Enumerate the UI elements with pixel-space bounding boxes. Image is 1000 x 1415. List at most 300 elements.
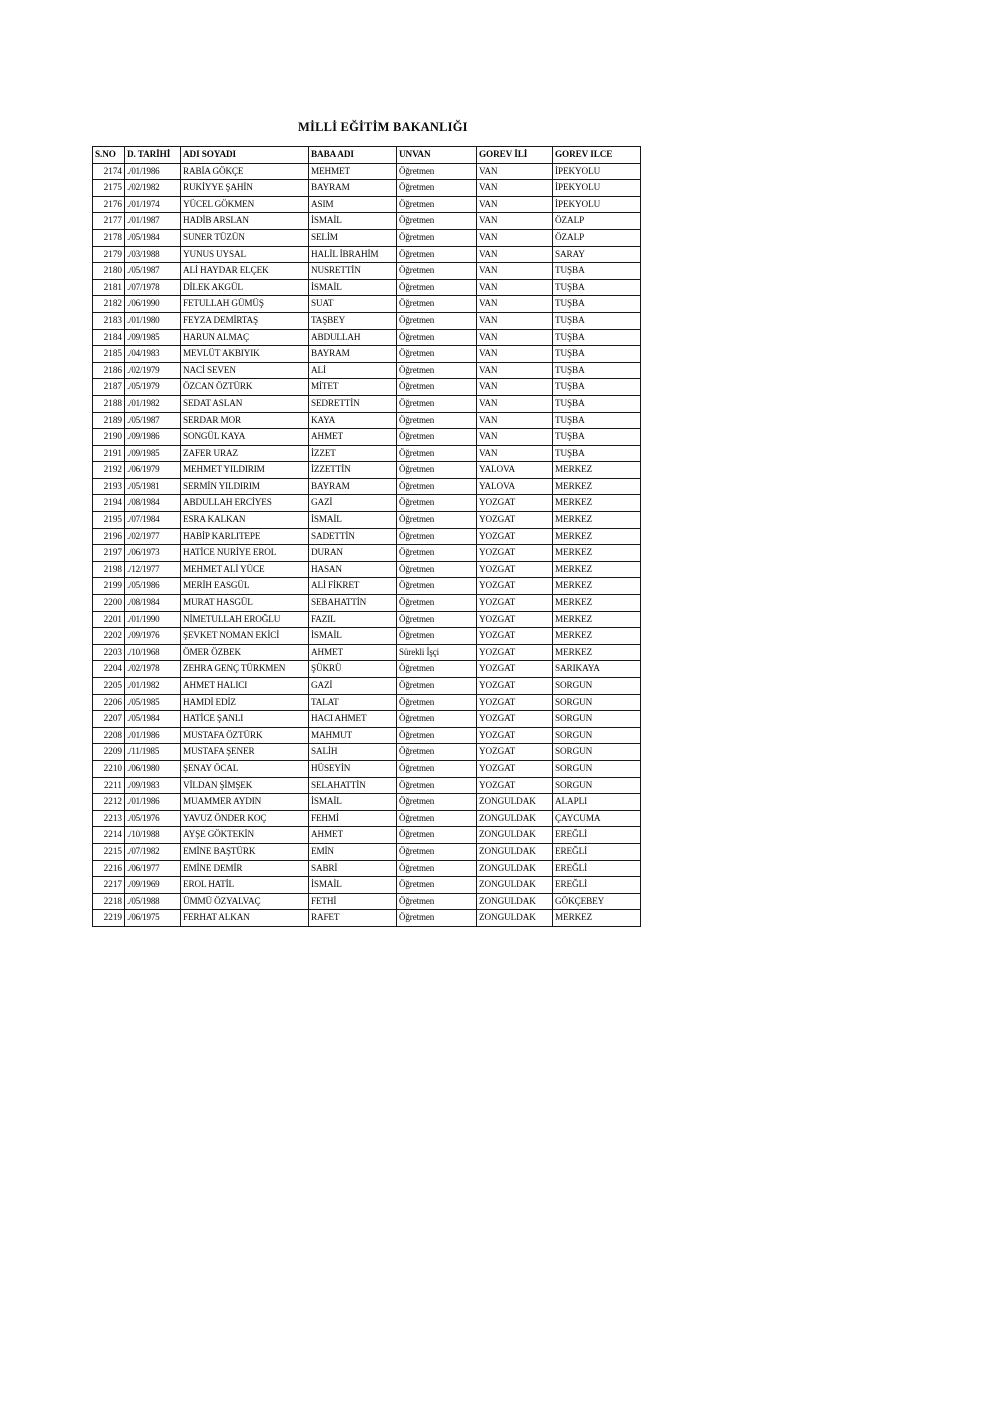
cell-sno: 2202 bbox=[93, 628, 125, 645]
cell-district: ÖZALP bbox=[553, 213, 641, 230]
cell-province: VAN bbox=[477, 362, 553, 379]
table-row bbox=[93, 246, 641, 263]
cell-district: MERKEZ bbox=[553, 495, 641, 512]
cell-title: Öğretmen bbox=[397, 893, 477, 910]
cell-sno: 2193 bbox=[93, 478, 125, 495]
cell-sno: 2207 bbox=[93, 711, 125, 728]
cell-fullname: MUAMMER AYDIN bbox=[181, 794, 309, 811]
cell-fullname: HARUN ALMAÇ bbox=[181, 329, 309, 346]
cell-birthdate: ./06/1973 bbox=[125, 545, 181, 562]
cell-fullname: HAMDİ EDİZ bbox=[181, 694, 309, 711]
cell-title: Öğretmen bbox=[397, 429, 477, 446]
cell-district: EREĞLİ bbox=[553, 877, 641, 894]
cell-province: YOZGAT bbox=[477, 694, 553, 711]
cell-title: Öğretmen bbox=[397, 843, 477, 860]
cell-district: MERKEZ bbox=[553, 528, 641, 545]
cell-sno: 2197 bbox=[93, 545, 125, 562]
cell-district: MERKEZ bbox=[553, 561, 641, 578]
cell-fullname: ÖZCAN ÖZTÜRK bbox=[181, 379, 309, 396]
table-row bbox=[93, 877, 641, 894]
cell-fathername: TALAT bbox=[309, 694, 397, 711]
cell-province: VAN bbox=[477, 246, 553, 263]
cell-fathername: İZZET bbox=[309, 445, 397, 462]
cell-birthdate: ./01/1986 bbox=[125, 727, 181, 744]
table-row bbox=[93, 744, 641, 761]
cell-district: TUŞBA bbox=[553, 279, 641, 296]
cell-fathername: HACI AHMET bbox=[309, 711, 397, 728]
cell-district: MERKEZ bbox=[553, 578, 641, 595]
cell-sno: 2194 bbox=[93, 495, 125, 512]
cell-fathername: SUAT bbox=[309, 296, 397, 313]
cell-title: Öğretmen bbox=[397, 362, 477, 379]
cell-district: TUŞBA bbox=[553, 346, 641, 363]
cell-fathername: ŞÜKRÜ bbox=[309, 661, 397, 678]
cell-fullname: ALİ HAYDAR ELÇEK bbox=[181, 263, 309, 280]
cell-district: İPEKYOLU bbox=[553, 180, 641, 197]
cell-title: Öğretmen bbox=[397, 263, 477, 280]
cell-title: Öğretmen bbox=[397, 827, 477, 844]
cell-birthdate: ./06/1979 bbox=[125, 462, 181, 479]
cell-birthdate: ./10/1988 bbox=[125, 827, 181, 844]
cell-birthdate: ./07/1982 bbox=[125, 843, 181, 860]
table-row bbox=[93, 412, 641, 429]
cell-fathername: GAZİ bbox=[309, 495, 397, 512]
cell-sno: 2203 bbox=[93, 644, 125, 661]
cell-birthdate: ./05/1985 bbox=[125, 694, 181, 711]
cell-province: YOZGAT bbox=[477, 595, 553, 612]
table-row bbox=[93, 229, 641, 246]
cell-fullname: YUNUS UYSAL bbox=[181, 246, 309, 263]
cell-fathername: SADETTİN bbox=[309, 528, 397, 545]
table-row bbox=[93, 628, 641, 645]
cell-sno: 2213 bbox=[93, 810, 125, 827]
cell-province: YOZGAT bbox=[477, 611, 553, 628]
table-row bbox=[93, 329, 641, 346]
cell-province: ZONGULDAK bbox=[477, 877, 553, 894]
cell-birthdate: ./05/1986 bbox=[125, 578, 181, 595]
cell-birthdate: ./06/1990 bbox=[125, 296, 181, 313]
cell-sno: 2219 bbox=[93, 910, 125, 927]
cell-fathername: DURAN bbox=[309, 545, 397, 562]
cell-fathername: İSMAİL bbox=[309, 512, 397, 529]
cell-fathername: KAYA bbox=[309, 412, 397, 429]
table-row bbox=[93, 429, 641, 446]
cell-fullname: FERHAT ALKAN bbox=[181, 910, 309, 927]
table-row bbox=[93, 843, 641, 860]
cell-district: MERKEZ bbox=[553, 611, 641, 628]
cell-fathername: MAHMUT bbox=[309, 727, 397, 744]
cell-sno: 2180 bbox=[93, 263, 125, 280]
cell-birthdate: ./01/1986 bbox=[125, 794, 181, 811]
table-row bbox=[93, 312, 641, 329]
personnel-table bbox=[92, 146, 641, 927]
cell-fathername: AHMET bbox=[309, 827, 397, 844]
cell-fullname: EROL HATİL bbox=[181, 877, 309, 894]
cell-district: MERKEZ bbox=[553, 644, 641, 661]
table-row bbox=[93, 213, 641, 230]
cell-fullname: DİLEK AKGÜL bbox=[181, 279, 309, 296]
cell-sno: 2218 bbox=[93, 893, 125, 910]
cell-fullname: ABDULLAH ERCİYES bbox=[181, 495, 309, 512]
cell-fullname: EMİNE DEMİR bbox=[181, 860, 309, 877]
cell-title: Öğretmen bbox=[397, 445, 477, 462]
cell-fullname: HATİCE NURİYE EROL bbox=[181, 545, 309, 562]
cell-birthdate: ./02/1982 bbox=[125, 180, 181, 197]
cell-district: MERKEZ bbox=[553, 628, 641, 645]
table-row bbox=[93, 694, 641, 711]
cell-district: TUŞBA bbox=[553, 412, 641, 429]
cell-fathername: FETHİ bbox=[309, 893, 397, 910]
cell-birthdate: ./09/1985 bbox=[125, 445, 181, 462]
cell-fullname: AYŞE GÖKTEKİN bbox=[181, 827, 309, 844]
cell-province: VAN bbox=[477, 279, 553, 296]
cell-district: SORGUN bbox=[553, 777, 641, 794]
cell-birthdate: ./01/1980 bbox=[125, 312, 181, 329]
cell-sno: 2215 bbox=[93, 843, 125, 860]
cell-title: Öğretmen bbox=[397, 561, 477, 578]
cell-province: YOZGAT bbox=[477, 578, 553, 595]
cell-fullname: ESRA KALKAN bbox=[181, 512, 309, 529]
cell-province: VAN bbox=[477, 312, 553, 329]
cell-sno: 2185 bbox=[93, 346, 125, 363]
cell-title: Öğretmen bbox=[397, 810, 477, 827]
cell-birthdate: ./05/1987 bbox=[125, 412, 181, 429]
cell-province: YOZGAT bbox=[477, 545, 553, 562]
cell-title: Öğretmen bbox=[397, 694, 477, 711]
cell-title: Öğretmen bbox=[397, 478, 477, 495]
table-row bbox=[93, 860, 641, 877]
cell-sno: 2174 bbox=[93, 163, 125, 180]
cell-fathername: HALİL İBRAHİM bbox=[309, 246, 397, 263]
cell-province: YALOVA bbox=[477, 478, 553, 495]
cell-title: Öğretmen bbox=[397, 595, 477, 612]
cell-sno: 2199 bbox=[93, 578, 125, 595]
cell-province: ZONGULDAK bbox=[477, 860, 553, 877]
cell-fathername: İSMAİL bbox=[309, 628, 397, 645]
cell-district: MERKEZ bbox=[553, 512, 641, 529]
cell-fathername: SELAHATTİN bbox=[309, 777, 397, 794]
cell-fullname: VİLDAN ŞİMŞEK bbox=[181, 777, 309, 794]
table-row bbox=[93, 379, 641, 396]
cell-sno: 2189 bbox=[93, 412, 125, 429]
cell-sno: 2210 bbox=[93, 760, 125, 777]
cell-birthdate: ./06/1977 bbox=[125, 860, 181, 877]
cell-birthdate: ./02/1977 bbox=[125, 528, 181, 545]
cell-title: Öğretmen bbox=[397, 877, 477, 894]
cell-title: Öğretmen bbox=[397, 495, 477, 512]
cell-sno: 2200 bbox=[93, 595, 125, 612]
table-row bbox=[93, 644, 641, 661]
cell-birthdate: ./06/1980 bbox=[125, 760, 181, 777]
cell-province: VAN bbox=[477, 395, 553, 412]
cell-district: SARIKAYA bbox=[553, 661, 641, 678]
cell-title: Öğretmen bbox=[397, 213, 477, 230]
cell-province: VAN bbox=[477, 412, 553, 429]
cell-title: Öğretmen bbox=[397, 329, 477, 346]
cell-fullname: MEVLÜT AKBIYIK bbox=[181, 346, 309, 363]
cell-province: ZONGULDAK bbox=[477, 810, 553, 827]
cell-birthdate: ./05/1984 bbox=[125, 711, 181, 728]
cell-title: Öğretmen bbox=[397, 910, 477, 927]
cell-sno: 2212 bbox=[93, 794, 125, 811]
cell-sno: 2191 bbox=[93, 445, 125, 462]
table-row bbox=[93, 445, 641, 462]
cell-province: VAN bbox=[477, 379, 553, 396]
table-row bbox=[93, 794, 641, 811]
cell-fathername: GAZİ bbox=[309, 678, 397, 695]
cell-birthdate: ./12/1977 bbox=[125, 561, 181, 578]
cell-fathername: ALİ FİKRET bbox=[309, 578, 397, 595]
cell-birthdate: ./01/1986 bbox=[125, 163, 181, 180]
cell-fullname: YAVUZ ÖNDER KOÇ bbox=[181, 810, 309, 827]
table-row bbox=[93, 163, 641, 180]
cell-province: YALOVA bbox=[477, 462, 553, 479]
cell-title: Öğretmen bbox=[397, 578, 477, 595]
cell-sno: 2179 bbox=[93, 246, 125, 263]
column-header-title: UNVAN bbox=[397, 147, 477, 164]
cell-fathername: ALİ bbox=[309, 362, 397, 379]
cell-birthdate: ./01/1990 bbox=[125, 611, 181, 628]
cell-district: İPEKYOLU bbox=[553, 163, 641, 180]
cell-birthdate: ./09/1969 bbox=[125, 877, 181, 894]
cell-fathername: EMİN bbox=[309, 843, 397, 860]
cell-title: Öğretmen bbox=[397, 744, 477, 761]
table-row bbox=[93, 910, 641, 927]
cell-fullname: SERMİN YILDIRIM bbox=[181, 478, 309, 495]
cell-sno: 2211 bbox=[93, 777, 125, 794]
table-row bbox=[93, 346, 641, 363]
cell-sno: 2204 bbox=[93, 661, 125, 678]
cell-birthdate: ./01/1982 bbox=[125, 678, 181, 695]
cell-title: Öğretmen bbox=[397, 727, 477, 744]
cell-title: Öğretmen bbox=[397, 312, 477, 329]
cell-district: SORGUN bbox=[553, 760, 641, 777]
table-row bbox=[93, 512, 641, 529]
cell-province: VAN bbox=[477, 229, 553, 246]
cell-province: VAN bbox=[477, 163, 553, 180]
cell-title: Öğretmen bbox=[397, 528, 477, 545]
cell-fathername: İSMAİL bbox=[309, 794, 397, 811]
cell-sno: 2188 bbox=[93, 395, 125, 412]
cell-title: Öğretmen bbox=[397, 545, 477, 562]
column-header-province: GOREV İLİ bbox=[477, 147, 553, 164]
cell-title: Sürekli İşçi bbox=[397, 644, 477, 661]
table-row bbox=[93, 578, 641, 595]
cell-fullname: AHMET HALICI bbox=[181, 678, 309, 695]
cell-fathername: TAŞBEY bbox=[309, 312, 397, 329]
cell-fullname: SONGÜL KAYA bbox=[181, 429, 309, 446]
cell-district: SORGUN bbox=[553, 711, 641, 728]
cell-sno: 2195 bbox=[93, 512, 125, 529]
cell-district: MERKEZ bbox=[553, 595, 641, 612]
cell-fullname: NACİ SEVEN bbox=[181, 362, 309, 379]
cell-district: ÇAYCUMA bbox=[553, 810, 641, 827]
cell-district: TUŞBA bbox=[553, 445, 641, 462]
cell-birthdate: ./10/1968 bbox=[125, 644, 181, 661]
cell-title: Öğretmen bbox=[397, 395, 477, 412]
cell-province: VAN bbox=[477, 213, 553, 230]
cell-fullname: MEHMET ALİ YÜCE bbox=[181, 561, 309, 578]
table-row bbox=[93, 545, 641, 562]
cell-fathername: NUSRETTİN bbox=[309, 263, 397, 280]
table-row bbox=[93, 462, 641, 479]
table-row bbox=[93, 678, 641, 695]
cell-birthdate: ./01/1974 bbox=[125, 196, 181, 213]
cell-title: Öğretmen bbox=[397, 412, 477, 429]
cell-sno: 2208 bbox=[93, 727, 125, 744]
cell-birthdate: ./05/1979 bbox=[125, 379, 181, 396]
cell-fullname: RABİA GÖKÇE bbox=[181, 163, 309, 180]
cell-birthdate: ./01/1987 bbox=[125, 213, 181, 230]
cell-province: YOZGAT bbox=[477, 561, 553, 578]
cell-fullname: MURAT HASGÜL bbox=[181, 595, 309, 612]
cell-title: Öğretmen bbox=[397, 794, 477, 811]
cell-province: ZONGULDAK bbox=[477, 794, 553, 811]
cell-province: VAN bbox=[477, 346, 553, 363]
cell-fathername: İSMAİL bbox=[309, 877, 397, 894]
cell-sno: 2178 bbox=[93, 229, 125, 246]
cell-fathername: İZZETTİN bbox=[309, 462, 397, 479]
cell-birthdate: ./09/1985 bbox=[125, 329, 181, 346]
cell-fullname: FETULLAH GÜMÜŞ bbox=[181, 296, 309, 313]
table-body bbox=[93, 163, 641, 926]
cell-fathername: İSMAİL bbox=[309, 213, 397, 230]
cell-province: VAN bbox=[477, 196, 553, 213]
cell-province: YOZGAT bbox=[477, 678, 553, 695]
cell-fathername: MİTET bbox=[309, 379, 397, 396]
cell-birthdate: ./07/1978 bbox=[125, 279, 181, 296]
cell-district: TUŞBA bbox=[553, 312, 641, 329]
cell-province: ZONGULDAK bbox=[477, 893, 553, 910]
cell-birthdate: ./08/1984 bbox=[125, 495, 181, 512]
cell-birthdate: ./05/1976 bbox=[125, 810, 181, 827]
table-row bbox=[93, 528, 641, 545]
cell-fathername: SEDRETTİN bbox=[309, 395, 397, 412]
cell-birthdate: ./09/1983 bbox=[125, 777, 181, 794]
cell-sno: 2181 bbox=[93, 279, 125, 296]
cell-title: Öğretmen bbox=[397, 611, 477, 628]
cell-fathername: BAYRAM bbox=[309, 180, 397, 197]
cell-fullname: ÖMER ÖZBEK bbox=[181, 644, 309, 661]
cell-district: MERKEZ bbox=[553, 910, 641, 927]
table-row bbox=[93, 196, 641, 213]
cell-title: Öğretmen bbox=[397, 860, 477, 877]
cell-district: TUŞBA bbox=[553, 263, 641, 280]
cell-sno: 2205 bbox=[93, 678, 125, 695]
cell-birthdate: ./06/1975 bbox=[125, 910, 181, 927]
cell-province: YOZGAT bbox=[477, 495, 553, 512]
cell-district: EREĞLİ bbox=[553, 827, 641, 844]
cell-sno: 2196 bbox=[93, 528, 125, 545]
cell-birthdate: ./07/1984 bbox=[125, 512, 181, 529]
cell-title: Öğretmen bbox=[397, 196, 477, 213]
cell-birthdate: ./01/1982 bbox=[125, 395, 181, 412]
cell-fullname: EMİNE BAŞTÜRK bbox=[181, 843, 309, 860]
cell-birthdate: ./05/1981 bbox=[125, 478, 181, 495]
cell-province: VAN bbox=[477, 429, 553, 446]
cell-fathername: AHMET bbox=[309, 644, 397, 661]
cell-fathername: RAFET bbox=[309, 910, 397, 927]
cell-fathername: BAYRAM bbox=[309, 346, 397, 363]
table-row bbox=[93, 478, 641, 495]
cell-birthdate: ./09/1986 bbox=[125, 429, 181, 446]
cell-fullname: MUSTAFA ÖZTÜRK bbox=[181, 727, 309, 744]
cell-fullname: HATİCE ŞANLI bbox=[181, 711, 309, 728]
table-row bbox=[93, 760, 641, 777]
cell-fathername: AHMET bbox=[309, 429, 397, 446]
cell-fathername: SALİH bbox=[309, 744, 397, 761]
cell-fullname: HABİP KARLITEPE bbox=[181, 528, 309, 545]
cell-district: İPEKYOLU bbox=[553, 196, 641, 213]
cell-province: VAN bbox=[477, 263, 553, 280]
cell-sno: 2216 bbox=[93, 860, 125, 877]
cell-title: Öğretmen bbox=[397, 678, 477, 695]
cell-fullname: ZAFER URAZ bbox=[181, 445, 309, 462]
cell-district: MERKEZ bbox=[553, 545, 641, 562]
cell-province: YOZGAT bbox=[477, 628, 553, 645]
cell-birthdate: ./04/1983 bbox=[125, 346, 181, 363]
cell-fullname: SEDAT ASLAN bbox=[181, 395, 309, 412]
cell-fathername: HASAN bbox=[309, 561, 397, 578]
table-row bbox=[93, 611, 641, 628]
cell-fullname: SUNER TÜZÜN bbox=[181, 229, 309, 246]
table-row bbox=[93, 661, 641, 678]
cell-sno: 2175 bbox=[93, 180, 125, 197]
cell-district: ÖZALP bbox=[553, 229, 641, 246]
cell-sno: 2201 bbox=[93, 611, 125, 628]
cell-title: Öğretmen bbox=[397, 163, 477, 180]
cell-fathername: FAZIL bbox=[309, 611, 397, 628]
cell-fathername: FEHMİ bbox=[309, 810, 397, 827]
cell-title: Öğretmen bbox=[397, 279, 477, 296]
cell-title: Öğretmen bbox=[397, 661, 477, 678]
cell-fathername: ABDULLAH bbox=[309, 329, 397, 346]
cell-province: YOZGAT bbox=[477, 512, 553, 529]
cell-birthdate: ./11/1985 bbox=[125, 744, 181, 761]
column-header-fullname: ADI SOYADI bbox=[181, 147, 309, 164]
cell-province: VAN bbox=[477, 296, 553, 313]
column-header-district: GOREV ILCE bbox=[553, 147, 641, 164]
cell-district: TUŞBA bbox=[553, 379, 641, 396]
cell-province: YOZGAT bbox=[477, 644, 553, 661]
cell-fathername: ASIM bbox=[309, 196, 397, 213]
table-header-row bbox=[93, 147, 641, 164]
cell-district: TUŞBA bbox=[553, 362, 641, 379]
cell-sno: 2192 bbox=[93, 462, 125, 479]
cell-fullname: ŞENAY ÖCAL bbox=[181, 760, 309, 777]
column-header-sno: S.NO bbox=[93, 147, 125, 164]
cell-sno: 2217 bbox=[93, 877, 125, 894]
cell-fathername: HÜSEYİN bbox=[309, 760, 397, 777]
cell-birthdate: ./05/1987 bbox=[125, 263, 181, 280]
cell-sno: 2209 bbox=[93, 744, 125, 761]
cell-title: Öğretmen bbox=[397, 462, 477, 479]
table-row bbox=[93, 279, 641, 296]
cell-province: YOZGAT bbox=[477, 727, 553, 744]
cell-title: Öğretmen bbox=[397, 628, 477, 645]
table-row bbox=[93, 180, 641, 197]
cell-fullname: SERDAR MOR bbox=[181, 412, 309, 429]
column-header-fathername: BABA ADI bbox=[309, 147, 397, 164]
cell-fullname: ZEHRA GENÇ TÜRKMEN bbox=[181, 661, 309, 678]
cell-district: TUŞBA bbox=[553, 395, 641, 412]
cell-birthdate: ./08/1984 bbox=[125, 595, 181, 612]
cell-title: Öğretmen bbox=[397, 711, 477, 728]
cell-fathername: İSMAİL bbox=[309, 279, 397, 296]
cell-title: Öğretmen bbox=[397, 760, 477, 777]
cell-district: MERKEZ bbox=[553, 478, 641, 495]
cell-province: ZONGULDAK bbox=[477, 827, 553, 844]
